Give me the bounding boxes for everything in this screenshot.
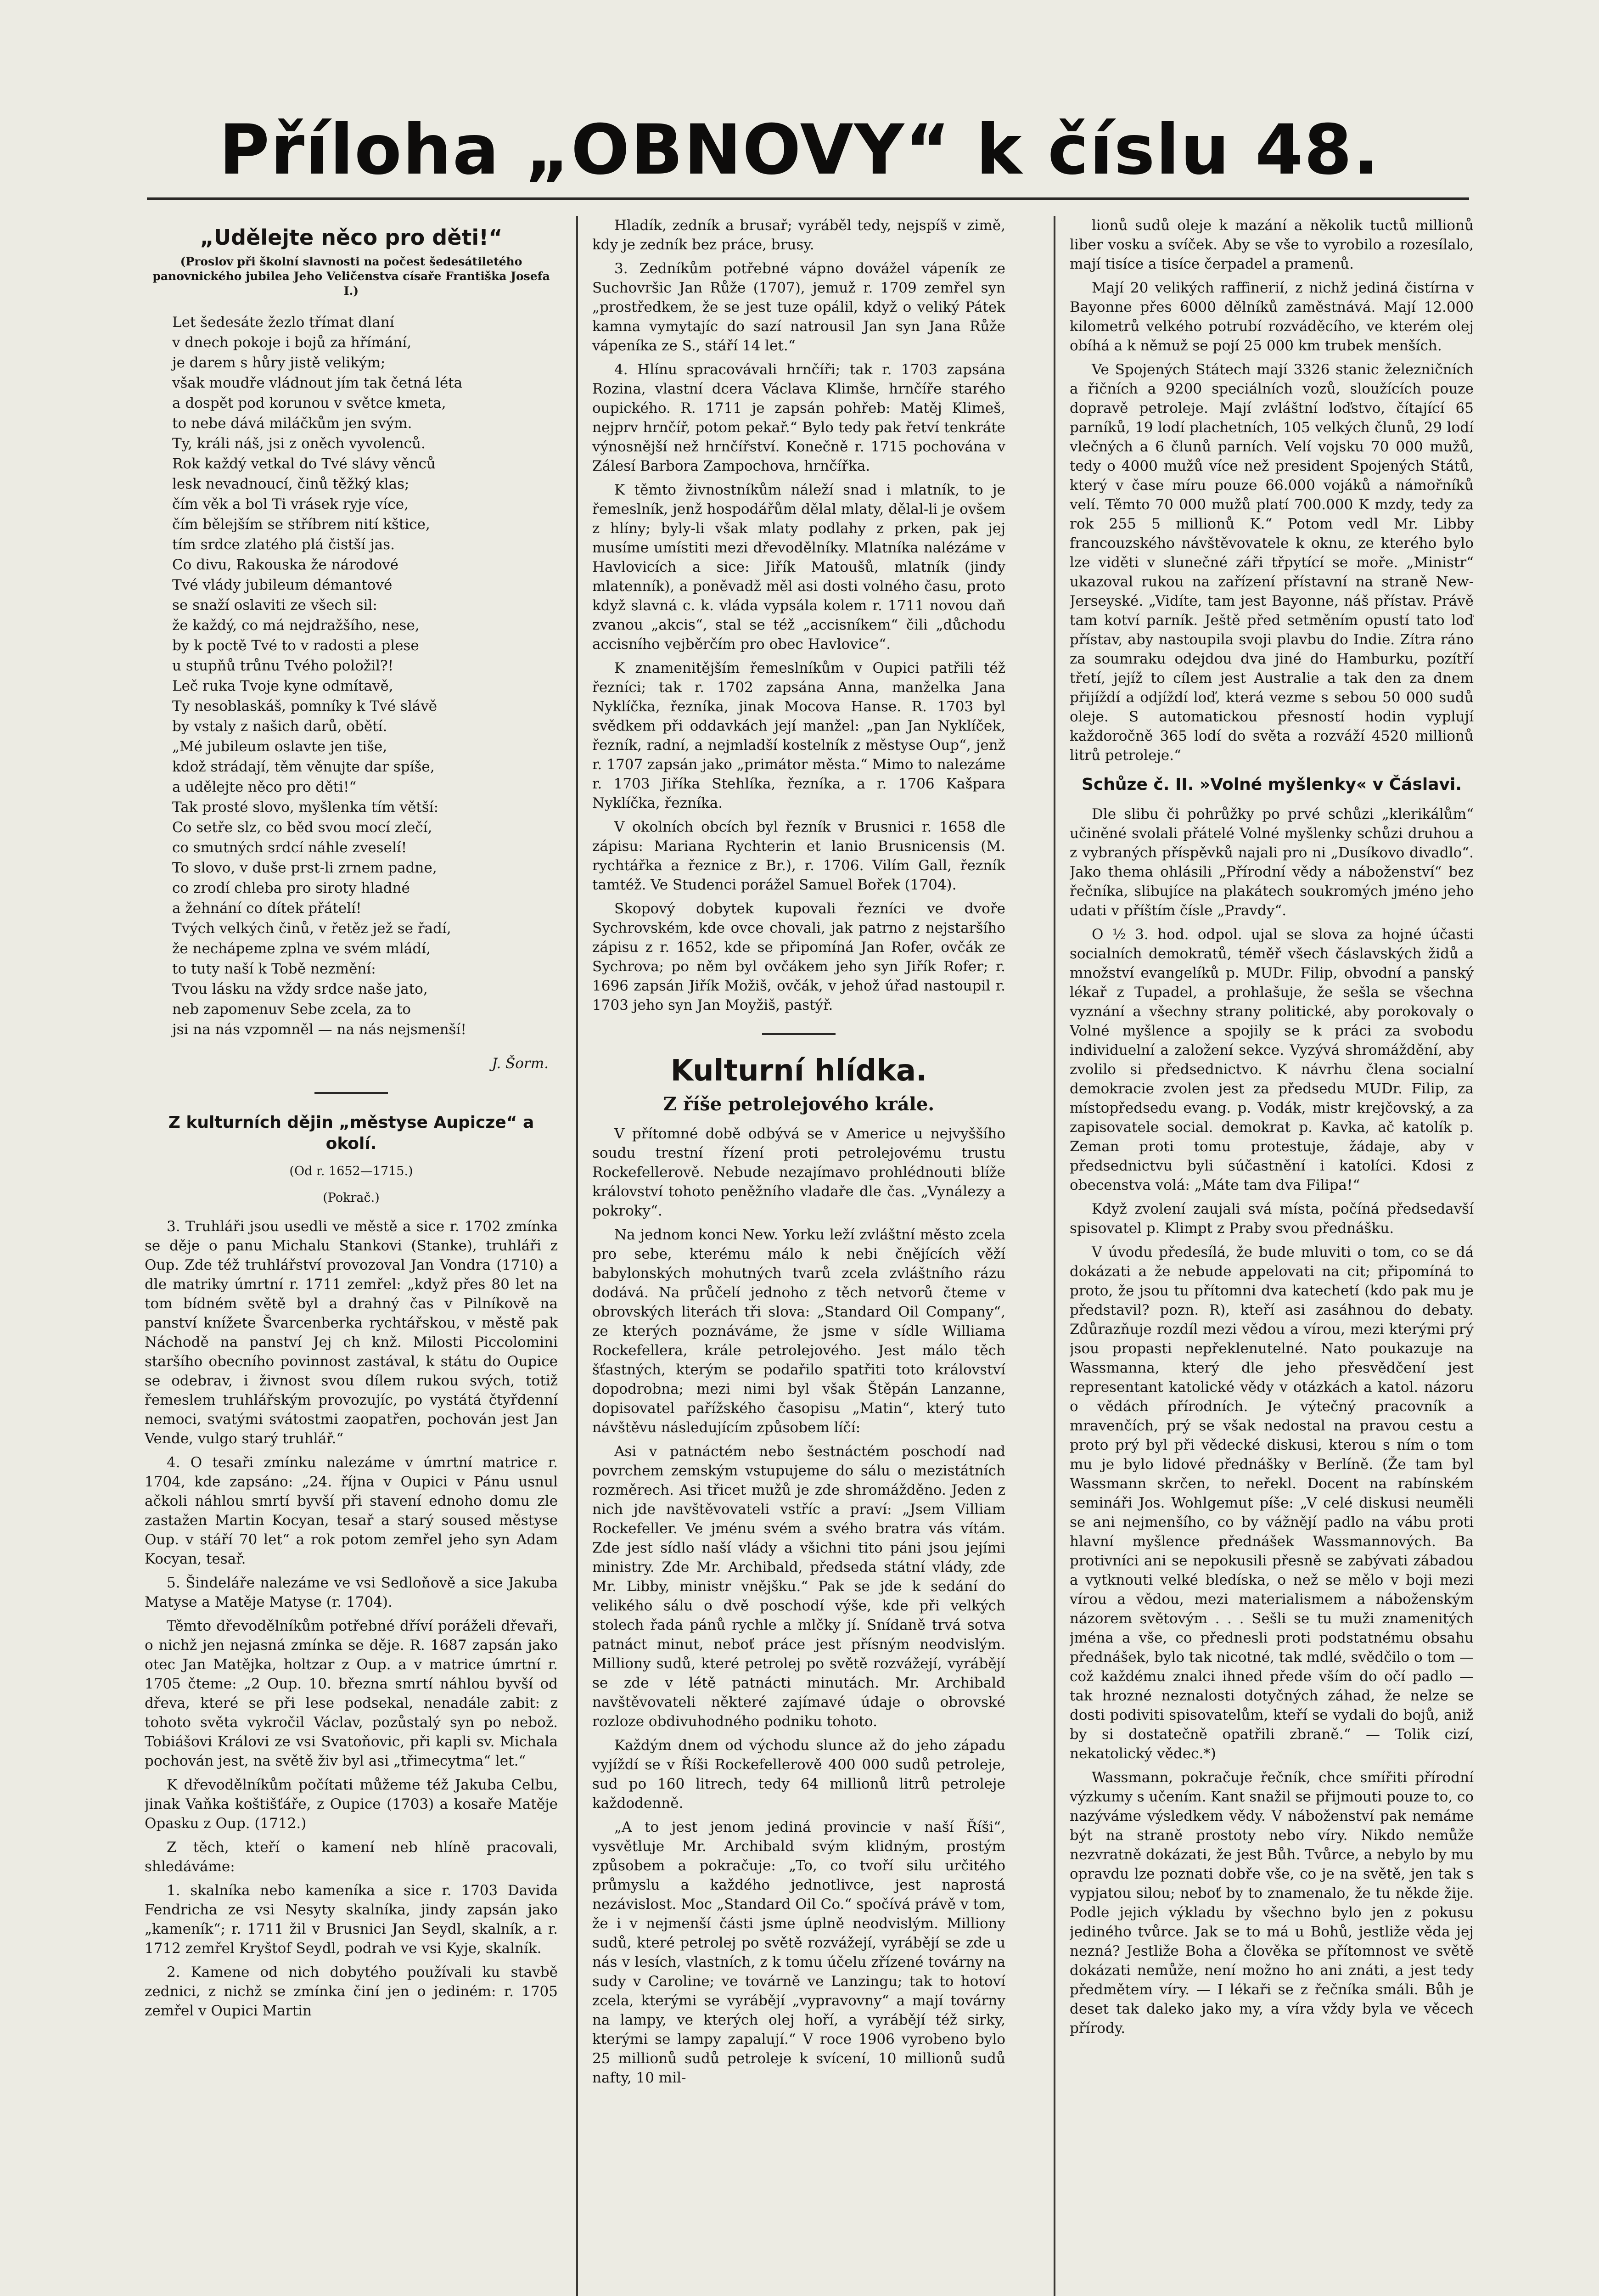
paragraph: K znamenitějším řemeslníkům v Oupici patřili též řezníci; tak r. 1702 zapsána Anna, manželka Jana Nyklíčka, řezníka, jinak Mocova Hanse. R. 1703 byl svědkem při oddavkách její manžel: „pan Jan Nyklíček, řezník, radní, a nejmladší kostelník z městyse Oup“, jenž r. 1707 zapsán jako „primátor města.“ Mimo to nalezáme r. 1703 Jiříka Stehlíka, řezníka, a r. 1706 Kašpara Nyklíčka, řezníka. — [592, 660, 1005, 811]
subheading-petrolej: Z říše petrolejového krále. — [663, 1093, 935, 1115]
paragraph: lionů sudů oleje k mazání a několik tuctů millionů liber vosku a svíček. Aby se vše to vyrobilo a rozesílalo, mají tisíce a tisíce čerpadel a pramenů. — [1070, 217, 1474, 272]
poem-line: by k poctě Tvé to v radosti a plese — [172, 637, 419, 654]
poem-line: Ty, králi náš, jsi z oněch vyvolenců. — [172, 435, 426, 452]
paragraph: K těmto živnostníkům náleží snad i mlatník, to je řemeslník, jenž hospodářům dělal mlaty, dělal-li je ovšem z hlíny; byly-li však mlaty podlahy z prken, pak jej musíme umístiti mezi dřevodělníky. Mlatníka nalézáme v Havlovicích a sice: Jiřík Matoušů, mlatník (jindy mlatenník), a poněvadž měl asi dosti volného času, proto když slavná c. k. vláda vypsála kolem r. 1711 novou daň zvanou „akcis“, stal se též „accisníkem“ čili „důchodu accisního vejběrčím pro obec Havlovice“. — [592, 482, 1005, 653]
poem-line: Ty nesoblaskáš, pomníky k Tvé slávě — [172, 698, 438, 715]
poem-signature: J. Šorm. — [492, 1055, 549, 1072]
article-body-petrolej — [592, 1124, 1005, 2088]
poem-line: a dospět pod korunou v světce kmeta, — [172, 395, 446, 411]
section-rule-2 — [762, 1033, 836, 1035]
poem-line: Tak prosté slovo, myšlenka tím větší: — [172, 799, 439, 816]
paragraph: V úvodu předesílá, že bude mluviti o tom, co se dá dokázati a že nebude appelovati na cit; připomíná to proto, že jsou tu přítomni dva katechetí (kdo pak mu je představil? pozn. R), kteří asi zasáhnou do debaty. Zdůrazňuje rozdíl mezi vědou a vírou, mezi kterými prý jsou propasti nepřeklenutelné. Nato poukazuje na Wassmanna, který dle jeho přesvědčení jest representant katolické vědy v otázkách a katol. názoru o vědách přírodních. Je výtečný pracovník a mravenčích, prý se však nedostal na pravou cestu a proto prý byl při vědecké diskusi, kterou s ním o tom mu je bylo lidové přednášky v Berlíně. (Že tam byl Wassmann skrčen, to neřekl. Docent na rabínském semináři Jos. Wohlgemut píše: „V celé diskusi neuměli se ani nejmenšího, co by vážnějí padlo na vábu proti hlavní myšlence přednášek Wassmannových. Ba protivníci ani se nepokusili přesně se zabývati zábadou a vytknouti velké bledíska, o než se mělo v boji mezi vírou a vědou, mezi materialismem a náboženským názorem světovým . . . Sešli se tu muži znamenitých jména a vše, co přednesli proti podstatnému obsahu přednášek, bylo tak nicotné, tak mdlé, svědčilo o tom — což každému znalci ihned přede vším do očí padlo — tak hrozné neznalosti dotyčných záhad, že nelze se dosti podiviti spisovatelům, kteří se vydali do bojů, aniž by si dostatečně opatřili zbraně.“ — Tolik cizí, nekatolický vědec.*) — [1070, 1244, 1474, 1762]
poem-line: Rok každý vetkal do Tvé slávy věnců — [172, 456, 436, 472]
paragraph: V okolních obcích byl řezník v Brusnici r. 1658 dle zápisu: Mariana Rychterin et lanio Brusnicensis (M. rychtářka a řeznice z Br.), r. 1706. Vilím Gall, řezník tamtéž. Ve Studenci porážel Samuel Bořek (1704). — [592, 819, 1005, 893]
paragraph: Těmto dřevodělníkům potřebné dříví poráželi dřevaři, o nichž jen nejasná zmínka se děje. R. 1687 zapsán jako otec Jan Matějka, holtzar z Oup. a v matrice úmrtní r. 1705 čteme: „2 Oup. 10. března smrtí náhlou byvší od dřeva, které se při lese podsekal, nenadále zabit: z tohoto světa vykročil Václav, pozůstalý syn po nebož. Tobiášovi Královi ze vsi Svatoňovic, při kapli sv. Michala pochován jest, na světě živ byl asi „třimecytma“ let.“ — [145, 1618, 558, 1769]
paragraph: „A to jest jenom jediná provincie v naší Říši“, vysvětluje Mr. Archibald svým klidným, prostým způsobem a pokračuje: „To, co tvoří silu určitého průmyslu a každého jednotlivce, jest naprostá nezávislost. Moc „Standard Oil Co.“ spočívá právě v tom, že i v nejmenší části jsme úplně neodvislým. Milliony sudů, které petrolej po světě rozvážejí, vyrábějí se zde u nás v lesích, vlastních, z k tomu účelu zřízené továrny na sudy v Caroline; ve továrně ve Lanzingu; tak to hotoví zcela, kterými se vyrábějí „vypravovny“ a mají továrny na lampy, ve kterých olej hoří, a vyrábějí též sirky, kterými se lampy zapalují.“ V roce 1906 vyrobeno bylo 25 millionů sudů petroleje k svícení, 10 millionů sudů nafty, 10 mil- — [592, 1819, 1005, 2086]
poem-line: jsi na nás vzpomněl — na nás nejsmenší! — [172, 1021, 466, 1038]
poem-line: co smutných srdcí náhle zveselí! — [172, 839, 407, 856]
paragraph: Když zvolení zaujali svá místa, počíná předsedavší spisovatel p. Klimpt z Praby svou přednášku. — [1070, 1201, 1474, 1237]
article-body-1 — [145, 1217, 558, 2020]
article-heading-udelejte: „Udělejte něco pro děti!“ — [200, 225, 503, 250]
paragraph: Wassmann, pokračuje řečník, chce smířiti přírodní výzkumy s učením. Kant snažil se přijmouti pouze to, co nazýváme výsledkem vědy. V náboženství pak nemáme být na straně prostoty nebo víry. Nikdo nemůže nezvratně dokázati, že jest Bůh. Tvůrce, a nebylo by mu opravdu lze poznati dobře vše, co je na světě, jen tak s vypjatou silou; neboť by to znamenalo, že tu někde žije. Podle jejich výkladu by všechno bylo jen z pokusu jediného tvůrce. Jak se to má u Bohů, jestliže věda jej nezná? Jestliže Boha a člověka se přítomnost ve světě dokázati nemůže, není možno ho ani znáti, a jest tedy předmětem víry. — I lékaři se z řečníka smáli. Bůh je deset tak daleko jako my, a víra vždy byla ve věcech přírody. — [1070, 1769, 1474, 2037]
poem-line: tím srdce zlatého plá čistší jas. — [172, 536, 395, 553]
heading-kulturni-hlidka: Kulturní hlídka. — [670, 1054, 927, 1088]
poem-line: Co divu, Rakouska že národové — [172, 557, 398, 573]
paragraph: Skopový dobytek kupovali řezníci ve dvoře Sychrovském, kde ovce chovali, jak patrno z nejstaršího zápisu z r. 1652, kde se připomíná Jan Rofer, ovčák ze Sychrova; po něm byl ovčákem jeho syn Jiřík Rofer; r. 1696 zapsán Jiřík Možiš, ovčák, v jehož úřad nastoupil r. 1703 jeho syn Jan Moyžiš, pastýř. — [592, 900, 1005, 1013]
poem — [172, 312, 558, 1040]
continued-label: (Pokrač.) — [323, 1191, 380, 1205]
poem-line: To slovo, v duše prst-li zrnem padne, — [172, 860, 437, 876]
paragraph: Hladík, zedník a brusař; vyráběl tedy, nejspíš v zimě, kdy je zedník bez práce, brusy. — [592, 217, 1005, 253]
paragraph: Mají 20 velikých raffinerií, z nichž jediná čistírna v Bayonne přes 6000 dělníků zaměstnává. Mají 12.000 kilometrů velkého potrubí rozváděcího, ve kterém olej obíhá a k němuž se pojí 25 000 km trubek menších. — [1070, 280, 1474, 354]
heading-schuze: Schůze č. II. »Volné myšlenky« v Čáslavi. — [1081, 775, 1462, 794]
poem-line: však moudře vládnout jím tak četná léta — [172, 375, 463, 391]
article-note: (Proslov při školní slavnosti na počest šedesátiletého panovnického jubilea Jeho Veličenstva císaře Františka Josefa I.) — [152, 255, 550, 298]
poem-line: se snaží oslaviti ze všech sil: — [172, 597, 377, 613]
article-body-schuze — [1070, 805, 1474, 2038]
paragraph: 3. Truhláři jsou usedli ve městě a sice r. 1702 zmínka se děje o panu Michalu Stankovi (Stanke), truhláři z Oup. Zde též truhlářství provozoval Jan Vondra (1710) a dle matriky úmrtní r. 1711 zemřel: „když přes 80 let na tom bídném světě byl a drahný čas v Pilníkově na panství knížete Švarcenberka rychtářskou, v městě pak Náchodě na panství Jej ch knž. Milosti Piccolomini staršího obecního povinnost zastával, k státu do Oupice se odebrav, i živnost svou dílem rukou svých, totiž řemeslem truhlářským provozujíc, po vystátá čtyřdenní nemoci, svatými svátostmi zaopatřen, pochován jest Jan Vende, vulgo starý truhlář.“ — [145, 1218, 558, 1447]
poem-line: Let šedesáte žezlo třímat dlaní — [172, 314, 394, 331]
page-title: Příloha „OBNOVY“ k číslu 48. — [219, 110, 1380, 190]
top-rule — [147, 197, 1469, 200]
paragraph: Ve Spojených Státech mají 3326 stanic železničních a řičních a 9200 speciálních vozů, sloužících pouze dopravě petroleje. Mají zvláštní loďstvo, čítající 65 parníků, 19 lodí plachetních, 105 velkých člunů, 29 lodí vlečných a 6 člunů parních. Velí vojsku 70 000 mužů, tedy o 4000 mužů více než president Spojených Států, který v čase míru pouze 66.000 vojáků a námořníků velí. Těmto 70 000 mužů platí 700.000 K mzdy, tedy za rok 255 5 millionů K.“ Potom vedl Mr. Libby francouzského návštěvovatele k oknu, ze kterého bylo lze viděti v slunečné záři třpytící se moře. „Ministr“ ukazoval rukou na zařízení přístavní na straně New-Jerseyské. „Vidíte, tam jest Bayonne, náš přístav. Právě tam kotví parník. Ještě před setměním opustí tato loď přístav, aby nastoupila svoji plavbu do Indie. Zítra ráno za soumraku odejdou dva jiné do Hamburku, pozítří třetí, jejíž to cílem jest Australie a tak den za dnem přijíždí a odjíždí loď, která vezme s sebou 50 000 sudů oleje. S automatickou přesností hodin vyplují každoročně 365 lodí do světa a rozváží 4520 millionů litrů petroleje.“ — [1070, 361, 1474, 764]
poem-line: lesk nevadnoucí, činů těžký klas; — [172, 476, 410, 492]
paragraph: Asi v patnáctém nebo šestnáctém poschodí nad povrchem zemským vstupujeme do sálu o mezistátních rozměrech. Asi třicet mužů je zde shromážděno. Jeden z nich jde navštěvovateli vstříc a praví: „Jsem Villiam Rockefeller. Ve jménu svém a svého bratra vás vítám. Zde jest sídlo naší vlády a všichni tito páni jsou jejími ministry. Zde Mr. Archibald, předseda státní vlády, zde Mr. Libby, ministr vnějšku.“ Pak se jde k sedání do velikého sálu o dvě poschodí výše, kde při velkých stolech řada pánů rychle a mlčky jí. Snídaně trvá sotva patnáct minut, neboť práce jest přísným neodvislým. Milliony sudů, které petrolej po světě rozvážejí, vyrábějí se zde v létě patnácti minutách. Mr. Archibald navštěvovateli některé zajímavé údaje o obrovské rozloze obdivuhodného podniku tohoto. — [592, 1443, 1005, 1730]
poem-line: to tuty naší k Tobě nezmění: — [172, 961, 376, 977]
column-1 — [145, 216, 558, 2296]
paragraph: Dle slibu či pohrůžky po prvé schůzi „klerikálům“ učiněné svolali přátelé Volné myšlenky schůzi druhou a z vybraných příspěvků najali pro ni „Dusíkovo divadlo“. Jako thema ohlásili „Přírodní vědy a náboženství“ bez řečníka, slibujíce na plakátech soukromých jméno jeho udati v příštím čísle „Pravdy“. — [1070, 806, 1474, 919]
paragraph: Z těch, kteří o kamení neb hlíně pracovali, shledáváme: — [145, 1839, 558, 1875]
section-rule — [314, 1092, 388, 1094]
column-divider-1 — [576, 216, 578, 2296]
article-body-2 — [592, 216, 1005, 1015]
column-2 — [592, 216, 1005, 2296]
paragraph: O ½ 3. hod. odpol. ujal se slova za hojné účasti socialních demokratů, téměř všech čáslavských židů a množství evangelíků p. MUDr. Filip, obvodní a panský lékař z Tupadel, a prohlašuje, že sešla se všechna vyznání a všechny strany politické, aby porokovaly o Volné myšlence a spojily se k práci za svobodu individuelní a založení sekce. Vyzývá shromáždění, aby zvolilo si předsednictvo. K návrhu člena socialní demokracie zvolen jest za předsedu MUDr. Filip, za místopředsedu evang. p. Vodák, mistr krejčovský, a za zapisovatele social. demokrat p. Kavka, ač katolík p. Zeman proti tomu protestuje, žádaje, aby v předsednictvu byli súčastnění i katolíci. Kdosi z obecenstva volá: „Máte tam dva Filipa!“ — [1070, 926, 1474, 1193]
paragraph: 4. O tesaři zmínku nalezáme v úmrtní matrice r. 1704, kde zapsáno: „24. října v Oupici v Pánu usnul ačkoli náhlou smrtí byvší při stavení ednoho domu zle zastažen Martin Kocyan, tesař a starý soused městyse Oup. v stáří 70 let“ a rok potom zemřel jeho syn Adam Kocyan, tesař. — [145, 1454, 558, 1567]
poem-line: že nechápeme zplna ve svém mládí, — [172, 940, 431, 957]
poem-line: čím bělejším se stříbrem nití kštice, — [172, 516, 430, 533]
article-heading-kulturnich-dejin: Z kulturních dějin „městyse Aupicze“ a okolí. — [168, 1113, 534, 1153]
poem-line: to nebe dává miláčkům jen svým. — [172, 415, 412, 432]
paragraph: Každým dnem od východu slunce až do jeho západu vyjíždí se v Říši Rockefellerově 400 000 sudů petroleje, sud po 160 litrech, tedy 64 millionů litrů petroleje každodenně. — [592, 1737, 1005, 1812]
article-body-3 — [1070, 216, 1474, 765]
paragraph: V přítomné době odbývá se v Americe u nejvyššího soudu trestní řízení proti petrolejovému trustu Rockefellerově. Nebude nezajímavo prohlédnouti blíže království tohoto peněžního vladaře dle čas. „Vynálezy a pokroky“. — [592, 1125, 1005, 1219]
paragraph: 5. Šindeláře nalezáme ve vsi Sedloňově a sice Jakuba Matyse a Matěje Matyse (r. 1704). — [145, 1575, 558, 1610]
poem-line: je darem s hůry jistě velikým; — [172, 355, 386, 371]
poem-line: by vstaly z našich darů, obětí. — [172, 718, 387, 735]
poem-line: a udělejte něco pro děti!“ — [172, 779, 357, 795]
poem-line: Leč ruka Tvoje kyne odmítavě, — [172, 678, 393, 694]
column-divider-2 — [1054, 216, 1055, 2296]
poem-line: u stupňů trůnu Tvého položil?! — [172, 658, 394, 674]
poem-line: „Mé jubileum oslavte jen tiše, — [172, 738, 387, 755]
poem-line: neb zapomenuv Sebe zcela, za to — [172, 1001, 411, 1018]
poem-line: Tvou lásku na vždy srdce naše jato, — [172, 981, 428, 997]
poem-line: v dnech pokoje i bojů za hřímání, — [172, 334, 412, 351]
poem-line: a žehnání co dítek přátelí! — [172, 900, 362, 917]
article-dates: (Od r. 1652—1715.) — [289, 1164, 413, 1178]
poem-line: Tvých velkých činů, v řetěz jež se řadí, — [172, 920, 451, 937]
paragraph: 4. Hlínu spracovávali hrnčíři; tak r. 1703 zapsána Rozina, vlastní dcera Václava Klimše, hrnčíře starého oupického. R. 1711 je zapsán pohřeb: Matěj Klimeš, nejprv hrnčíř, potom pekař.“ Bylo tedy pak řetví tenkráte výnosnější než hrnčířství. Konečně r. 1715 pochována v Zálesí Barbora Zampochova, hrnčířka. — [592, 361, 1005, 474]
paragraph: K dřevodělníkům počítati můžeme též Jakuba Celbu, jinak Vaňka koštišťáře, z Oupice (1703) a kosaře Matěje Opasku z Oup. (1712.) — [145, 1777, 558, 1832]
poem-line: Tvé vlády jubileum démantové — [172, 577, 393, 593]
paragraph: Na jednom konci New. Yorku leží zvláštní město zcela pro sebe, kterému málo k nebi čnějících věží babylonských mohutných tvarů zcela zvláštního rázu dodává. Na průčelí jednoho z těch netvorů čteme v obrovských literách tři slova: „Standard Oil Company“, ze kterých poznáváme, že jsme v sídle Williama Rockefellera, krále petrolejového. Jest málo těch šťastných, kterým se podařilo spatřiti toto království dopodrobna; mezi nimi byl však Štěpán Lanzanne, dopisovatel pařížského časopisu „Matin“, který tuto návštěvu následujícím způsobem líčí: — [592, 1227, 1005, 1436]
poem-line: kdož strádají, těm věnujte dar spíše, — [172, 759, 435, 775]
poem-line: že každý, co má nejdražšího, nese, — [172, 617, 420, 634]
poem-line: Co setře slz, co běd svou mocí zlečí, — [172, 819, 432, 836]
paragraph: 1. skalníka nebo kameníka a sice r. 1703 Davida Fendricha ze vsi Nesyty skalníka, jindy zapsán jako „kameník“; r. 1711 žil v Brusnici Jan Seydl, skalník, a r. 1712 zemřel Kryštof Seydl, podrah ve vsi Kyje, skalník. — [145, 1882, 558, 1957]
column-3 — [1070, 216, 1474, 2296]
poem-line: co zrodí chleba pro siroty hladné — [172, 880, 410, 896]
paragraph: 3. Zedníkům potřebné vápno dovážel vápeník ze Suchovršic Jan Růže (1707), jemuž r. 1709 zemřel syn „prostředkem, že se jest tuze opálil, když o veliký Pátek kamna vymytajíc do sazí natrousil Jan syn Jana Růže vápeníka ze S., stáří 14 let.“ — [592, 260, 1005, 354]
paragraph: 2. Kamene od nich dobytého používali ku stavbě zednici, z nichž se zmínka činí jen o jediném: r. 1705 zemřel v Oupici Martin — [145, 1964, 558, 2019]
poem-line: čím věk a bol Ti vrásek ryje více, — [172, 496, 409, 512]
